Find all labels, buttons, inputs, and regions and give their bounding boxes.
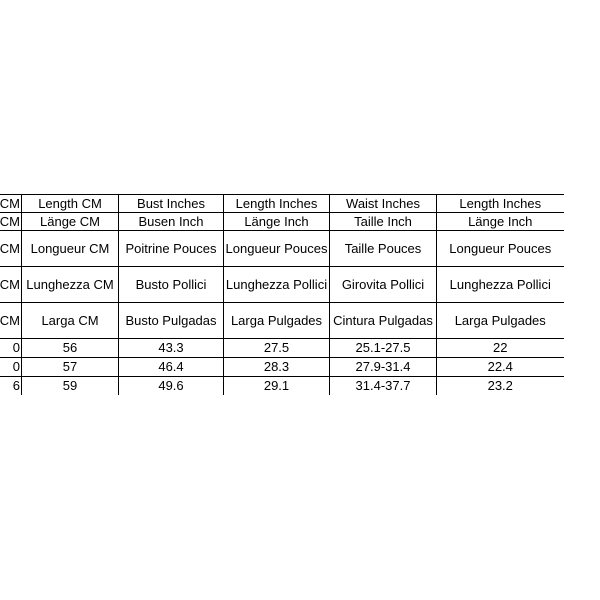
header-cell: Lunghezza Pollici <box>437 267 564 303</box>
header-cell: Poitrine Pouces <box>119 231 224 267</box>
table-cell: 56 <box>22 339 119 358</box>
header-cell: Taille Inch <box>330 213 437 231</box>
size-chart-table <box>0 194 564 395</box>
table-cell: 57 <box>22 358 119 377</box>
table-cell: 25.1-27.5 <box>330 339 437 358</box>
header-cell: CM <box>0 303 22 339</box>
table-cell: 46.4 <box>119 358 224 377</box>
table-cell: 43.3 <box>119 339 224 358</box>
header-cell: Busen Inch <box>119 213 224 231</box>
table-cell: 22 <box>437 339 564 358</box>
header-row-english <box>0 195 564 213</box>
table-cell: 23.2 <box>437 377 564 396</box>
header-cell: Cintura Pulgadas <box>330 303 437 339</box>
table-cell: 6 <box>0 377 22 396</box>
header-cell: Waist Inches <box>330 195 437 213</box>
header-row-spanish <box>0 303 564 339</box>
header-cell: Lunghezza Pollici <box>224 267 330 303</box>
table-row <box>0 358 564 377</box>
header-cell: CM <box>0 195 22 213</box>
header-row-italian <box>0 267 564 303</box>
table-cell: 0 <box>0 358 22 377</box>
header-cell: Longueur CM <box>22 231 119 267</box>
header-cell: Length Inches <box>224 195 330 213</box>
header-cell: Taille Pouces <box>330 231 437 267</box>
header-cell: Länge Inch <box>437 213 564 231</box>
header-cell: Longueur Pouces <box>224 231 330 267</box>
header-cell: Länge CM <box>22 213 119 231</box>
table-cell: 27.9-31.4 <box>330 358 437 377</box>
header-cell: Larga Pulgades <box>437 303 564 339</box>
header-cell: Girovita Pollici <box>330 267 437 303</box>
table-row <box>0 377 564 396</box>
header-cell: CM <box>0 231 22 267</box>
table-cell: 28.3 <box>224 358 330 377</box>
header-cell: CM <box>0 213 22 231</box>
table-cell: 49.6 <box>119 377 224 396</box>
header-cell: Longueur Pouces <box>437 231 564 267</box>
header-cell: Length Inches <box>437 195 564 213</box>
header-cell: Larga Pulgades <box>224 303 330 339</box>
header-cell: Busto Pollici <box>119 267 224 303</box>
table-cell: 59 <box>22 377 119 396</box>
header-cell: CM <box>0 267 22 303</box>
table-cell: 0 <box>0 339 22 358</box>
header-cell: Lunghezza CM <box>22 267 119 303</box>
header-cell: Larga CM <box>22 303 119 339</box>
table-cell: 31.4-37.7 <box>330 377 437 396</box>
header-cell: Length CM <box>22 195 119 213</box>
table-cell: 29.1 <box>224 377 330 396</box>
header-row-german <box>0 213 564 231</box>
header-row-french <box>0 231 564 267</box>
table-cell: 22.4 <box>437 358 564 377</box>
table-row <box>0 339 564 358</box>
table-cell: 27.5 <box>224 339 330 358</box>
header-cell: Busto Pulgadas <box>119 303 224 339</box>
header-cell: Bust Inches <box>119 195 224 213</box>
header-cell: Länge Inch <box>224 213 330 231</box>
